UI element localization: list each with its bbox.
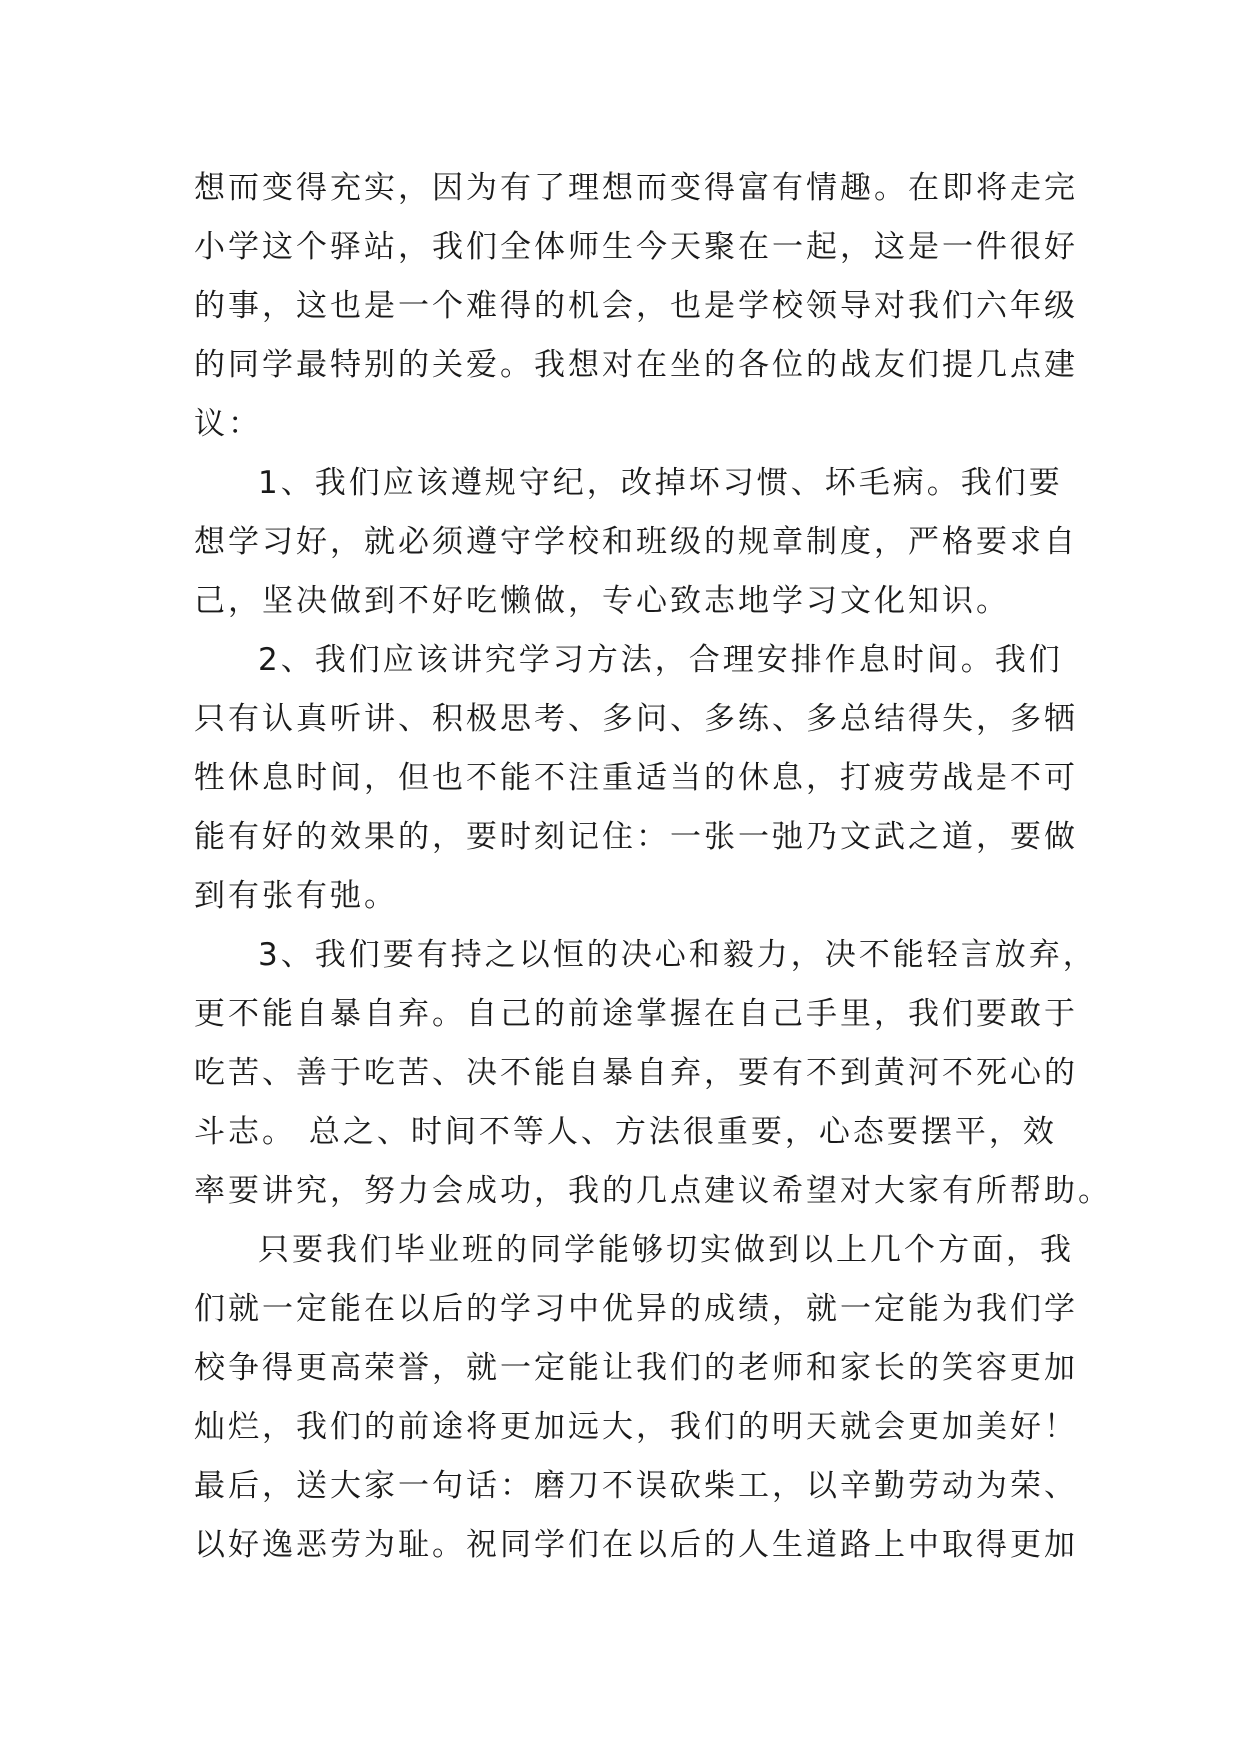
text-line: 灿烂，我们的前途将更加远大，我们的明天就会更加美好！ [194,1409,1078,1445]
text-line: 率要讲究，努力会成功，我的几点建议希望对大家有所帮助。 [194,1173,1112,1209]
text-line: 2、我们应该讲究学习方法，合理安排作息时间。我们 [258,642,1063,678]
text-line: 只有认真听讲、积极思考、多问、多练、多总结得失，多牺 [194,701,1078,737]
text-line: 想而变得充实，因为有了理想而变得富有情趣。在即将走完 [194,170,1078,206]
text-line: 最后，送大家一句话：磨刀不误砍柴工，以辛勤劳动为荣、 [194,1468,1078,1504]
text-line: 能有好的效果的，要时刻记住：一张一弛乃文武之道，要做 [194,819,1078,855]
text-line: 以好逸恶劳为耻。祝同学们在以后的人生道路上中取得更加 [194,1527,1078,1563]
text-line: 想学习好，就必须遵守学校和班级的规章制度，严格要求自 [194,524,1078,560]
text-line: 只要我们毕业班的同学能够切实做到以上几个方面，我 [258,1232,1074,1268]
text-line: 议： [194,406,262,442]
text-line: 的同学最特别的关爱。我想对在坐的各位的战友们提几点建 [194,347,1078,383]
text-line: 1、我们应该遵规守纪，改掉坏习惯、坏毛病。我们要 [258,465,1063,501]
text-line: 到有张有弛。 [194,878,398,914]
text-line: 更不能自暴自弃。自己的前途掌握在自己手里，我们要敢于 [194,996,1078,1032]
text-line: 校争得更高荣誉，就一定能让我们的老师和家长的笑容更加 [194,1350,1078,1386]
text-line: 3、我们要有持之以恒的决心和毅力，决不能轻言放弃， [258,937,1097,973]
text-line: 牲休息时间，但也不能不注重适当的休息，打疲劳战是不可 [194,760,1078,796]
body-text [194,159,1112,1575]
text-line: 小学这个驿站，我们全体师生今天聚在一起，这是一件很好 [194,229,1078,265]
text-line: 们就一定能在以后的学习中优异的成绩，就一定能为我们学 [194,1291,1078,1327]
text-line: 的事，这也是一个难得的机会，也是学校领导对我们六年级 [194,288,1078,324]
text-line: 吃苦、善于吃苦、决不能自暴自弃，要有不到黄河不死心的 [194,1055,1078,1091]
text-line: 己，坚决做到不好吃懒做，专心致志地学习文化知识。 [194,583,1010,619]
text-line: 斗志。 总之、时间不等人、方法很重要，心态要摆平，效 [194,1114,1057,1150]
